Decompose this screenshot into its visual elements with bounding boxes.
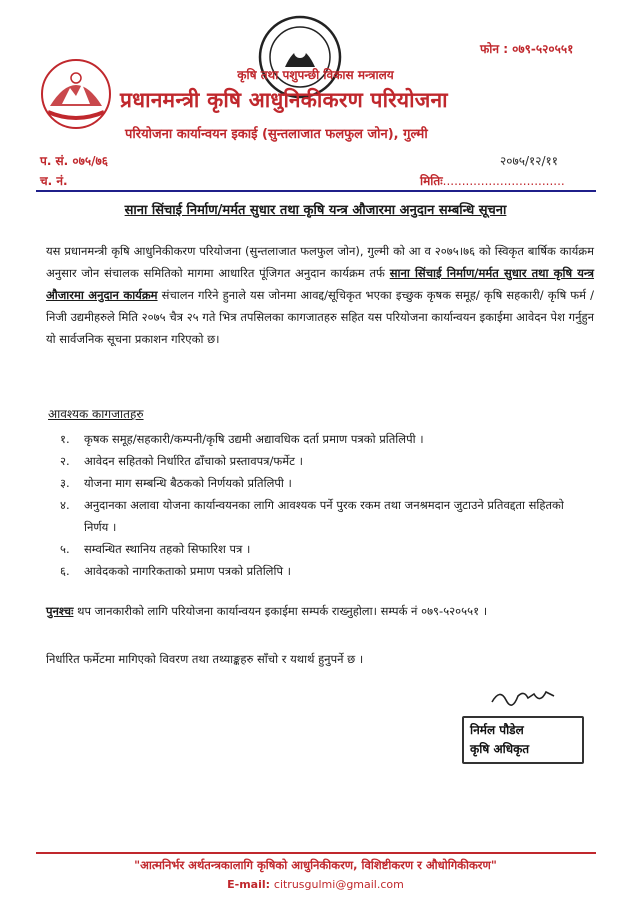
phone-number: फोन : ०७९-५२०५५१ (480, 42, 574, 56)
list-item: १. कृषक समूह/सहकारी/कम्पनी/कृषि उद्यमी अद्यावधिक दर्ता प्रमाण पत्रको प्रतिलिपी । (60, 432, 424, 446)
postscript-text: थप जानकारीको लागि परियोजना कार्यान्वयन इकाईमा सम्पर्क राख्नुहोला। सम्पर्क नं ०७९-५२०५५१ । (77, 604, 488, 618)
notice-subject: साना सिंचाई निर्माण/मर्मत सुधार तथा कृषि यन्त्र औजारमा अनुदान सम्बन्धि सूचना (124, 203, 507, 218)
date-dots: ................................ (442, 174, 565, 188)
signatory-designation: कृषि अधिकृत (470, 742, 530, 756)
program-highlight: साना सिंचाई निर्माण/मर्मत सुधार तथा कृषि यन्त्र औजारमा अनुदान कार्यक्रम (46, 266, 595, 302)
signatory-name: निर्मल पौडेल (470, 723, 524, 737)
email-address: citrusgulmi@gmail.com (273, 878, 404, 891)
footer-divider (36, 852, 596, 854)
list-item: ५. सम्वन्धित स्थानिय तहको सिफारिश पत्र । (60, 542, 251, 556)
postscript-label: पुनश्चः (46, 604, 74, 618)
letter-date: २०७५/१२/११ (500, 154, 559, 168)
email-label: E-mail: (227, 878, 271, 891)
header-divider (36, 190, 596, 192)
format-note: निर्धारित फर्मेटमा मागिएको विवरण तथा तथ्याङ्कहरु साँचो र यथार्थ हुनुपर्ने छ । (46, 652, 364, 666)
footer-email (0, 878, 631, 891)
list-item: २. आवेदन सहितको निर्धारित ढाँचाको प्रस्तावपत्र/फर्मेट । (60, 454, 303, 468)
footer-slogan: "आत्मनिर्भर अर्थतन्त्रकालागि कृषिको आधुनिकीकरण, विशिष्टीकरण र औधोगिकीकरण" (134, 858, 497, 872)
date-label: मितिः (420, 174, 443, 188)
postscript-note (46, 600, 594, 622)
date-line (420, 172, 565, 189)
implementation-unit: परियोजना कार्यान्वयन इकाई (सुन्तलाजात फलफुल जोन), गुल्मी (125, 127, 428, 142)
list-item: ३. योजना माग सम्बन्धि बैठकको निर्णयको प्रतिलिपी । (60, 476, 292, 490)
dispatch-number: च. नं. (40, 174, 68, 188)
list-item: ६. आवेदकको नागरिकताको प्रमाण पत्रको प्रतिलिपि । (60, 564, 291, 578)
ministry-name: कृषि तथा पशुपन्छी विकास मन्त्रालय (237, 68, 394, 82)
signatory-stamp (462, 716, 584, 764)
documents-heading: आवश्यक कागजातहरु (48, 407, 144, 421)
notice-body (46, 240, 594, 350)
reference-number: प. सं. ०७५/७६ (40, 154, 108, 168)
body-text-part1: यस प्रधानमन्त्री कृषि आधुनिकीकरण परियोजना (सुन्तलाजात फलफुल जोन), गुल्मी को आ व २०७५।७६ को स्विकृत बार्षिक कार्यक्रम अनुसार जोन संचालक समितिको मागमा आधारित पूंजिगत अनुदान कार्यक्रम तर्फ (46, 244, 594, 280)
handwritten-signature (488, 684, 558, 710)
documents-list (60, 428, 590, 582)
list-item: ४. अनुदानका अलावा योजना कार्यान्वयनका लागि आवश्यक पर्ने पुरक रकम तथा जनश्रमदान जुटाउने प्रतिवद्दता सहितको निर्णय । (60, 498, 564, 534)
body-text-part2: संचालन गरिने हुनाले यस जोनमा आवद्द/सूचिकृत भएका इच्छुक कृषक समूह/ कृषि सहकारी/ कृषि फर्म /निजी उद्यमीहरुले मिति २०७५ चैत्र २५ गते भित्र तपसिलका कागजातहरु सहित यस परियोजना कार्यान्वयन इकाईमा आवेदन पेश गर्नुहुन यो सार्वजनिक सूचना प्रकाशन गरिएको छ। (46, 288, 595, 346)
project-title: प्रधानमन्त्री कृषि आधुनिकीकरण परियोजना (120, 88, 448, 112)
